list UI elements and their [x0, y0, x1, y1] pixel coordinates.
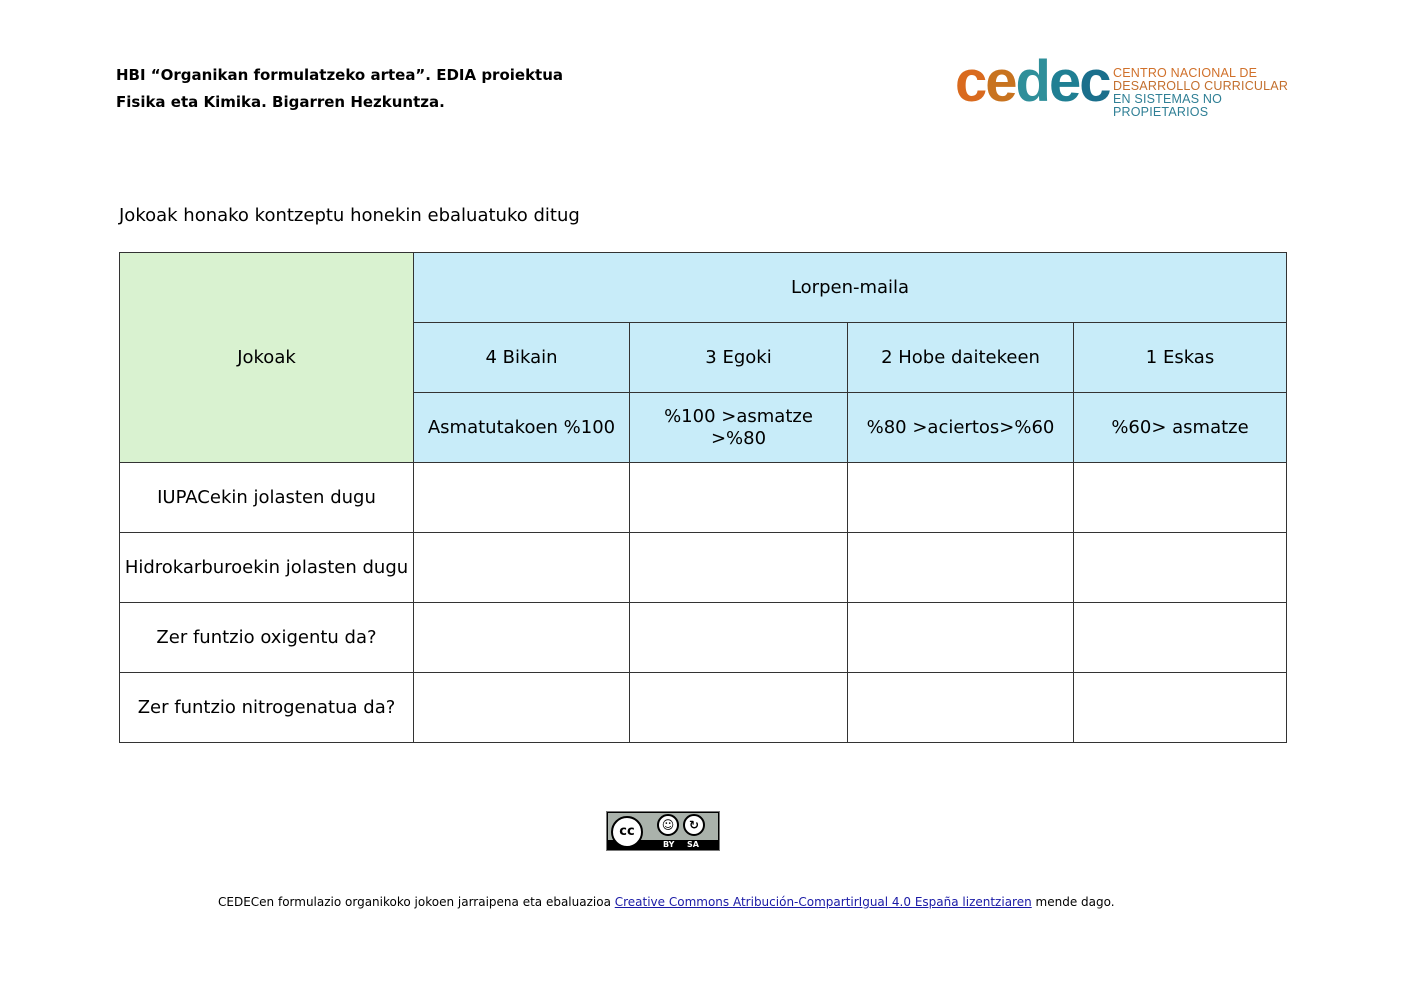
document-title: HBI “Organikan formulatzeko artea”. EDIA proiektua: [116, 66, 564, 84]
cedec-tagline: CENTRO NACIONAL DE DESARROLLO CURRICULAR EN SISTEMAS NO PROPIETARIOS: [1113, 66, 1289, 119]
empty-cell: [414, 463, 630, 533]
empty-cell: [630, 603, 848, 673]
cedec-wordmark: cedec: [955, 49, 1110, 114]
table-row: [120, 463, 1287, 533]
game-name: Zer funtzio oxigentu da?: [120, 603, 414, 673]
empty-cell: [848, 603, 1074, 673]
game-name: IUPACekin jolasten dugu: [120, 463, 414, 533]
by-label: BY: [663, 840, 675, 849]
criterion-4: Asmatutakoen %100: [414, 393, 630, 463]
criterion-1: %60> asmatze: [1074, 393, 1287, 463]
attribution-icon: ☺: [657, 814, 679, 836]
game-name: Zer funtzio nitrogenatua da?: [120, 673, 414, 743]
empty-cell: [630, 533, 848, 603]
level-2: 2 Hobe daitekeen: [848, 323, 1074, 393]
table-row: [120, 673, 1287, 743]
cc-license-badge[interactable]: [606, 811, 720, 851]
empty-cell: [1074, 603, 1287, 673]
empty-cell: [848, 533, 1074, 603]
cedec-logo: [955, 49, 1295, 119]
document-subtitle: Fisika eta Kimika. Bigarren Hezkuntza.: [116, 93, 445, 111]
intro-text: Jokoak honako kontzeptu honekin ebaluatuko ditug: [119, 205, 580, 226]
empty-cell: [414, 603, 630, 673]
empty-cell: [630, 463, 848, 533]
cc-icon: cc: [611, 816, 643, 848]
empty-cell: [1074, 463, 1287, 533]
game-name: Hidrokarburoekin jolasten dugu: [120, 533, 414, 603]
empty-cell: [848, 463, 1074, 533]
empty-cell: [848, 673, 1074, 743]
level-header: Lorpen-maila: [414, 253, 1287, 323]
footer-prefix: CEDECen formulazio organikoko jokoen jarraipena eta ebaluazioa: [218, 895, 615, 909]
level-3: 3 Egoki: [630, 323, 848, 393]
sa-label: SA: [687, 840, 699, 849]
level-1: 1 Eskas: [1074, 323, 1287, 393]
empty-cell: [1074, 673, 1287, 743]
table-row: [120, 533, 1287, 603]
empty-cell: [1074, 533, 1287, 603]
empty-cell: [414, 533, 630, 603]
rubric-table: [119, 252, 1287, 743]
license-link[interactable]: Creative Commons Atribución-CompartirIgual 4.0 España lizentziaren: [614, 895, 1032, 909]
empty-cell: [414, 673, 630, 743]
license-footer: [218, 895, 1115, 909]
criterion-2: %80 >aciertos>%60: [848, 393, 1074, 463]
share-alike-icon: ↻: [683, 814, 705, 836]
games-header: Jokoak: [120, 253, 414, 463]
footer-suffix: mende dago.: [1031, 895, 1115, 909]
empty-cell: [630, 673, 848, 743]
level-4: 4 Bikain: [414, 323, 630, 393]
table-row: [120, 603, 1287, 673]
criterion-3: %100 >asmatze >%80: [630, 393, 848, 463]
